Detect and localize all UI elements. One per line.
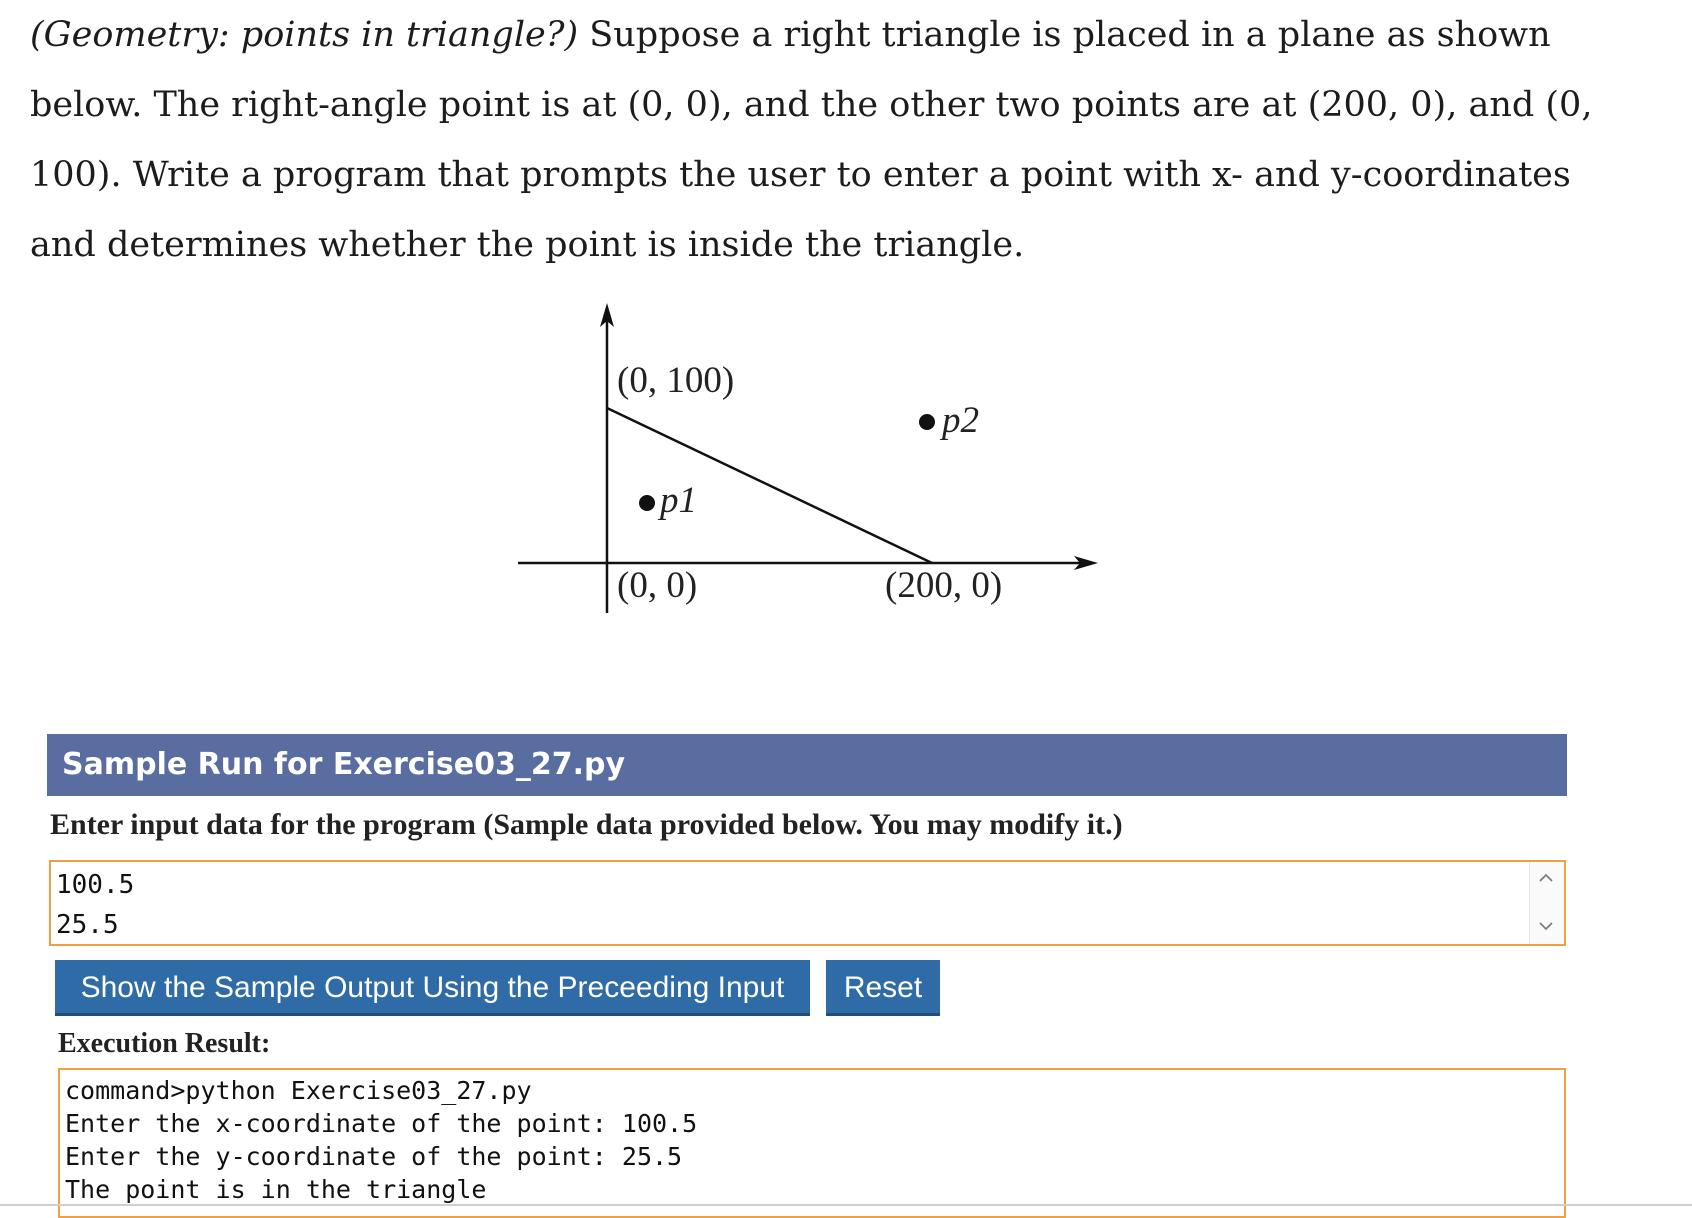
scroll-up-icon[interactable] (1538, 870, 1554, 886)
problem-text-1: Suppose a right triangle is placed in a plane as shown (578, 15, 1551, 55)
point-p1 (639, 495, 655, 511)
problem-line-2: below. The right-angle point is at (0, 0), and the other two points are at (200, 0), and (0, (30, 85, 1593, 125)
problem-line-3: 100). Write a program that prompts the user to enter a point with x- and y-coordinates (30, 155, 1571, 195)
label-p1: p1 (660, 480, 697, 521)
reset-button[interactable]: Reset (826, 960, 940, 1016)
problem-title: (Geometry: points in triangle?) (30, 15, 579, 55)
textarea-scrollbar[interactable] (1529, 862, 1564, 944)
triangle-diagram (500, 295, 1120, 625)
show-sample-output-button[interactable]: Show the Sample Output Using the Preceeding Input (55, 960, 810, 1016)
output-line: The point is in the triangle (65, 1175, 487, 1204)
output-line: command>python Exercise03_27.py (65, 1076, 532, 1105)
execution-result-label: Execution Result: (58, 1028, 271, 1059)
problem-line-1 (30, 0, 1650, 70)
output-line: Enter the y-coordinate of the point: 25.5 (65, 1142, 683, 1171)
label-p2: p2 (942, 400, 979, 441)
triangle-hypotenuse (607, 408, 932, 563)
execution-output (58, 1068, 1566, 1218)
label-0-0: (0, 0) (617, 565, 698, 606)
input-instruction: Enter input data for the program (Sample data provided below. You may modify it.) (50, 808, 1123, 841)
label-0-100: (0, 100) (617, 360, 735, 401)
input-line: 100.5 (56, 870, 135, 900)
label-200-0: (200, 0) (885, 565, 1003, 606)
output-line: Enter the x-coordinate of the point: 100.5 (65, 1109, 698, 1138)
scroll-down-icon[interactable] (1538, 918, 1554, 934)
input-line: 25.5 (56, 910, 119, 940)
problem-line-4: and determines whether the point is inside the triangle. (30, 225, 1025, 265)
sample-run-header: Sample Run for Exercise03_27.py (47, 734, 1567, 796)
sample-input-textarea[interactable] (49, 860, 1566, 946)
triangle-figure (500, 295, 1120, 625)
problem-statement (30, 0, 1650, 280)
point-p2 (919, 414, 935, 430)
